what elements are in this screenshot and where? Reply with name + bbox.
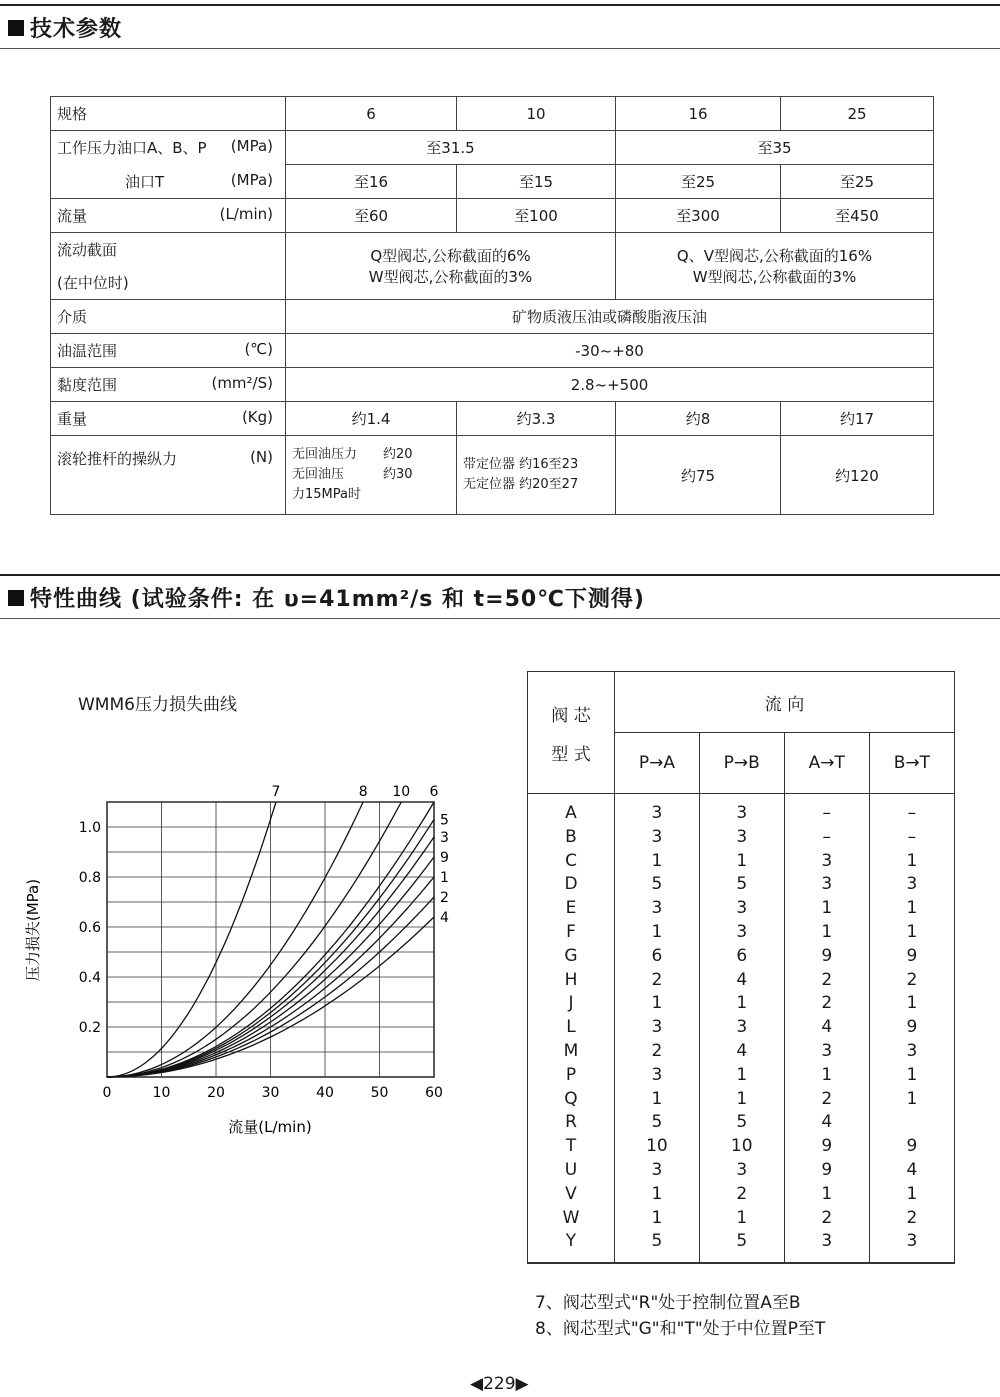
spool-type-cell: U [528, 1159, 615, 1183]
spool-type-cell: L [528, 1016, 615, 1040]
flow-value-cell: 3 [699, 921, 784, 945]
table-row [528, 1111, 955, 1135]
table-row [51, 97, 934, 131]
x-tick-label: 10 [152, 1085, 171, 1101]
flow-value-cell: 1 [699, 992, 784, 1016]
series-label: 3 [440, 830, 449, 846]
flow-value-cell: 1 [869, 1088, 954, 1112]
cell-line: Q、V型阀芯,公称截面的16% [676, 247, 873, 265]
row-label [51, 436, 286, 515]
flow-value-cell: 5 [699, 873, 784, 897]
spool-type-cell: Y [528, 1230, 615, 1263]
flow-value-cell: 2 [869, 969, 954, 993]
x-tick-label: 60 [425, 1085, 443, 1101]
table-row [528, 969, 955, 993]
x-tick-label: 40 [316, 1085, 334, 1101]
x-tick-label: 50 [370, 1085, 389, 1101]
cell-line: W型阀芯,公称截面的3% [692, 268, 857, 286]
row-label [51, 368, 286, 402]
section-title-text: 技术参数 [30, 17, 123, 42]
flow-value-cell: 3 [615, 1016, 700, 1040]
column-header: A→T [784, 733, 869, 794]
flow-value-cell: 5 [699, 1111, 784, 1135]
table-cell: 6 [286, 97, 457, 131]
row-label-text: 重量 [57, 410, 88, 428]
flow-value-cell: 4 [699, 1040, 784, 1064]
table-row [528, 1088, 955, 1112]
note-line: 7、阀芯型式"R"处于控制位置A至B [535, 1293, 801, 1313]
x-tick-label: 0 [102, 1085, 112, 1101]
cell-line: 带定位器 约16至23 [463, 457, 579, 472]
flow-value-cell: 4 [699, 969, 784, 993]
flow-value-cell: 6 [699, 945, 784, 969]
spool-type-cell: G [528, 945, 615, 969]
flow-value-cell: 1 [615, 921, 700, 945]
table-cell: 至450 [781, 199, 934, 233]
table-row [51, 131, 934, 165]
header-flow: 流 向 [615, 672, 955, 733]
table-cell [286, 233, 616, 300]
flow-value-cell: 2 [869, 1207, 954, 1231]
table-row [528, 921, 955, 945]
header-spool [528, 672, 615, 794]
table-row [528, 1040, 955, 1064]
spool-type-cell: D [528, 873, 615, 897]
table-row [528, 1207, 955, 1231]
flow-value-cell: 9 [784, 1159, 869, 1183]
table-cell: 矿物质液压油或磷酸脂液压油 [286, 300, 934, 334]
row-unit: (MPa) [230, 170, 273, 189]
flow-value-cell: 2 [784, 1088, 869, 1112]
table-row [528, 873, 955, 897]
table-cell: 至15 [457, 165, 616, 199]
table-row [528, 992, 955, 1016]
row-label [51, 131, 286, 165]
flow-value-cell: 1 [869, 921, 954, 945]
column-header: B→T [869, 733, 954, 794]
flow-value-cell: 6 [615, 945, 700, 969]
spool-type-cell: H [528, 969, 615, 993]
row-label [51, 199, 286, 233]
flow-value-cell: 9 [869, 945, 954, 969]
table-cell: 25 [781, 97, 934, 131]
flow-value-cell: – [784, 794, 869, 826]
x-tick-label: 20 [207, 1085, 225, 1101]
flow-value-cell: 1 [699, 1088, 784, 1112]
y-tick-label: 0.6 [78, 920, 101, 936]
table-cell: 至60 [286, 199, 457, 233]
table-cell [457, 436, 616, 515]
flow-value-cell: 1 [784, 921, 869, 945]
series-label: 2 [440, 890, 449, 906]
row-label [51, 165, 286, 199]
spool-type-cell: Q [528, 1088, 615, 1112]
curve-series-10 [107, 802, 401, 1077]
table-cell [286, 436, 457, 515]
column-header: P→A [615, 733, 700, 794]
table-row [528, 794, 955, 826]
flow-value-cell: 9 [784, 1135, 869, 1159]
flow-value-cell: 1 [699, 1064, 784, 1088]
x-tick-labels [103, 1085, 443, 1101]
table-cell: 至300 [616, 199, 781, 233]
section-title-curves [8, 582, 645, 613]
table-cell: 至16 [286, 165, 457, 199]
curve-series-7 [107, 802, 276, 1077]
table-row [51, 233, 934, 300]
cell-line: 无定位器 约20至27 [463, 477, 579, 492]
x-tick-label: 30 [261, 1085, 280, 1101]
flow-value-cell: 3 [699, 826, 784, 850]
flow-value-cell: 3 [615, 897, 700, 921]
flow-value-cell: 3 [699, 1016, 784, 1040]
section-header-bar [0, 4, 1000, 49]
flow-value-cell: 5 [615, 1111, 700, 1135]
table-cell: 至25 [616, 165, 781, 199]
flow-value-cell: – [869, 794, 954, 826]
table-row [528, 826, 955, 850]
spool-type-cell: V [528, 1183, 615, 1207]
flow-value-cell: 5 [615, 873, 700, 897]
y-axis-label: 压力损失(MPa) [24, 878, 42, 982]
chart-title: WMM6压力损失曲线 [78, 695, 237, 715]
flow-value-cell: 3 [699, 1159, 784, 1183]
flow-value-cell: 1 [869, 850, 954, 874]
row-label-text: 滚轮推杆的操纵力 [57, 450, 178, 468]
flow-value-cell: 2 [699, 1183, 784, 1207]
cell-line: 无回油压力 约20 [292, 447, 413, 462]
table-cell: 约8 [616, 402, 781, 436]
row-unit: (MPa) [230, 137, 273, 156]
table-cell: 10 [457, 97, 616, 131]
flow-value-cell: 3 [699, 794, 784, 826]
chart-grid [107, 802, 434, 1077]
table-cell [616, 233, 934, 300]
flow-value-cell: 1 [869, 1183, 954, 1207]
table-row [528, 1230, 955, 1263]
table-row [51, 334, 934, 368]
valve-flow-table [527, 671, 955, 1264]
y-tick-label: 1.0 [78, 820, 101, 836]
series-label: 7 [271, 784, 281, 800]
header-spool-line1: 阀 芯 [551, 705, 591, 726]
row-label-text: 工作压力油口A、B、P [57, 139, 207, 158]
row-label [51, 334, 286, 368]
table-cell: 约17 [781, 402, 934, 436]
flow-value-cell: 1 [615, 850, 700, 874]
flow-value-cell: 2 [615, 969, 700, 993]
table-cell: 16 [616, 97, 781, 131]
square-bullet-icon [8, 20, 24, 36]
table-cell: 约75 [616, 436, 781, 515]
spool-type-cell: F [528, 921, 615, 945]
flow-value-cell: 5 [615, 1230, 700, 1263]
flow-value-cell: 4 [784, 1111, 869, 1135]
flow-value-cell: 9 [869, 1016, 954, 1040]
row-label-text: 黏度范围 [57, 376, 118, 394]
series-label: 1 [440, 870, 449, 886]
table-row [528, 1159, 955, 1183]
table-row [528, 850, 955, 874]
table-row [528, 1064, 955, 1088]
table-row [51, 199, 934, 233]
series-label: 4 [440, 910, 449, 926]
flow-value-cell [869, 1111, 954, 1135]
flow-value-cell: 1 [615, 1207, 700, 1231]
flow-value-cell: 3 [869, 1230, 954, 1263]
flow-value-cell: 1 [615, 992, 700, 1016]
page-number: ◀229▶ [470, 1374, 529, 1394]
flow-value-cell: 1 [615, 1183, 700, 1207]
row-unit: (Kg) [241, 408, 273, 426]
flow-value-cell: 3 [615, 826, 700, 850]
y-tick-label: 0.2 [78, 1020, 101, 1036]
flow-value-cell: 3 [784, 1230, 869, 1263]
section-title-specs [8, 12, 122, 43]
column-header: P→B [699, 733, 784, 794]
flow-value-cell: 5 [699, 1230, 784, 1263]
table-cell: -30~+80 [286, 334, 934, 368]
flow-value-cell: 10 [699, 1135, 784, 1159]
row-label-text: (在中位时) [57, 274, 129, 292]
row-label-text: 流动截面 [57, 241, 118, 259]
table-cell: 至25 [781, 165, 934, 199]
y-tick-label: 0.8 [78, 870, 101, 886]
flow-value-cell: – [784, 826, 869, 850]
flow-value-cell: – [869, 826, 954, 850]
row-unit: (N) [250, 448, 273, 466]
flow-value-cell: 3 [699, 897, 784, 921]
flow-value-cell: 4 [869, 1159, 954, 1183]
spool-type-cell: B [528, 826, 615, 850]
flow-value-cell: 3 [869, 873, 954, 897]
table-row [51, 436, 934, 515]
row-unit: (℃) [244, 340, 273, 358]
row-label [51, 402, 286, 436]
row-label-text: 油口T [125, 172, 165, 191]
flow-value-cell: 3 [615, 1159, 700, 1183]
flow-value-cell: 3 [869, 1040, 954, 1064]
spool-type-cell: J [528, 992, 615, 1016]
spool-type-cell: C [528, 850, 615, 874]
series-label: 10 [392, 784, 411, 800]
table-row [51, 165, 934, 199]
pressure-loss-chart [24, 770, 470, 1150]
flow-value-cell: 1 [869, 897, 954, 921]
table-cell: 约3.3 [457, 402, 616, 436]
flow-value-cell: 1 [869, 992, 954, 1016]
table-cell: 至35 [616, 131, 934, 165]
table-row [528, 1135, 955, 1159]
cell-line: 力15MPa时 [292, 487, 361, 502]
table-row [528, 1183, 955, 1207]
section-title-text: 特性曲线 (试验条件: 在 υ=41mm²/s 和 t=50℃下测得) [30, 587, 645, 612]
series-label: 6 [429, 784, 439, 800]
series-labels [271, 784, 449, 926]
table-cell: 2.8~+500 [286, 368, 934, 402]
spool-type-cell: A [528, 794, 615, 826]
flow-value-cell: 3 [784, 873, 869, 897]
row-label-text: 流量 [57, 207, 88, 225]
table-row [51, 368, 934, 402]
spec-table [50, 96, 934, 515]
table-row [51, 300, 934, 334]
square-bullet-icon [8, 590, 24, 606]
spool-type-cell: M [528, 1040, 615, 1064]
spool-type-cell: P [528, 1064, 615, 1088]
table-cell: 至31.5 [286, 131, 616, 165]
table-header-row [528, 672, 955, 733]
table-cell: 至100 [457, 199, 616, 233]
table-row [51, 402, 934, 436]
row-unit: (L/min) [219, 205, 273, 223]
cell-line: 无回油压 约30 [292, 467, 413, 482]
flow-value-cell: 1 [869, 1064, 954, 1088]
series-label: 9 [440, 850, 449, 866]
note-line: 8、阀芯型式"G"和"T"处于中位置P至T [535, 1319, 826, 1339]
flow-value-cell: 2 [784, 992, 869, 1016]
spool-type-cell: E [528, 897, 615, 921]
header-spool-line2: 型 式 [551, 744, 591, 765]
x-axis-label: 流量(L/min) [228, 1118, 312, 1136]
cell-line: Q型阀芯,公称截面的6% [370, 247, 531, 265]
flow-value-cell: 3 [615, 1064, 700, 1088]
row-label-text: 油温范围 [57, 342, 118, 360]
notes [535, 1290, 825, 1342]
series-label: 5 [440, 812, 449, 829]
flow-value-cell: 9 [784, 945, 869, 969]
table-row [528, 897, 955, 921]
y-tick-label: 0.4 [78, 970, 101, 986]
flow-value-cell: 2 [784, 969, 869, 993]
spool-type-cell: T [528, 1135, 615, 1159]
flow-value-cell: 3 [615, 794, 700, 826]
spool-type-cell: R [528, 1111, 615, 1135]
flow-value-cell: 2 [615, 1040, 700, 1064]
flow-value-cell: 1 [615, 1088, 700, 1112]
flow-value-cell: 3 [784, 850, 869, 874]
series-label: 8 [358, 784, 368, 800]
table-cell: 约1.4 [286, 402, 457, 436]
row-label: 介质 [51, 300, 286, 334]
flow-value-cell: 4 [784, 1016, 869, 1040]
row-label: 规格 [51, 97, 286, 131]
table-cell: 约120 [781, 436, 934, 515]
cell-line: W型阀芯,公称截面的3% [368, 268, 533, 286]
y-tick-labels [79, 820, 101, 1036]
flow-value-cell: 1 [784, 897, 869, 921]
flow-value-cell: 1 [784, 1183, 869, 1207]
row-label [51, 233, 286, 300]
table-row [528, 1016, 955, 1040]
row-unit: (mm²/S) [211, 374, 273, 392]
flow-value-cell: 10 [615, 1135, 700, 1159]
table-row [528, 945, 955, 969]
flow-value-cell: 1 [699, 1207, 784, 1231]
flow-value-cell: 2 [784, 1207, 869, 1231]
flow-value-cell: 1 [784, 1064, 869, 1088]
flow-value-cell: 1 [699, 850, 784, 874]
flow-value-cell: 9 [869, 1135, 954, 1159]
flow-value-cell: 3 [784, 1040, 869, 1064]
spool-type-cell: W [528, 1207, 615, 1231]
